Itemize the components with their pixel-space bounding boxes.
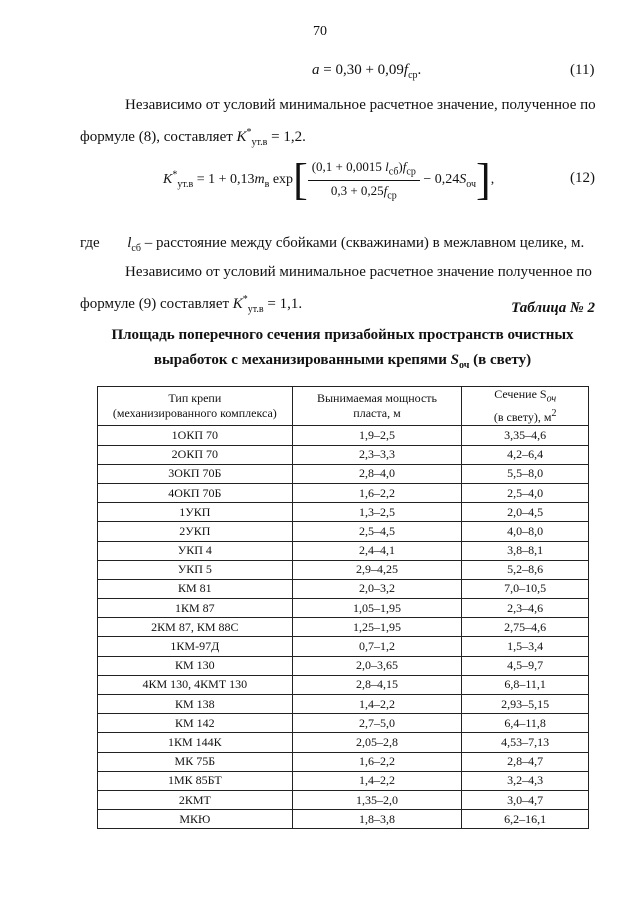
cell-support-type: 1КМ-97Д <box>98 637 293 656</box>
cell-seam-thickness: 1,8–3,8 <box>292 810 462 829</box>
cell-section: 6,8–11,1 <box>462 675 589 694</box>
table-header-row <box>98 387 589 426</box>
data-table <box>97 386 589 829</box>
table-row <box>98 522 589 541</box>
table-row <box>98 426 589 445</box>
formula-12-exp: exp <box>272 172 294 188</box>
where-definition <box>80 230 605 262</box>
formula-12-s: S <box>459 172 467 188</box>
cell-seam-thickness: 2,0–3,2 <box>292 579 462 598</box>
cell-support-type: 1КМ 87 <box>98 599 293 618</box>
k-sub: ут.в <box>251 137 268 148</box>
formula-12-k-sup: * <box>172 169 178 181</box>
paragraph-1-line-1: Независимо от условий минимальное расчетное значение, полученное по <box>125 97 596 113</box>
cell-support-type: 2УКП <box>98 522 293 541</box>
cell-section: 3,2–4,3 <box>462 771 589 790</box>
left-bracket: [ <box>293 155 308 204</box>
fraction-numerator: (0,1 + 0,0015 $l_{сб})f_{ср}$ <box>308 159 420 181</box>
table-row <box>98 483 589 502</box>
formula-12-tail: − 0,24 <box>419 172 460 188</box>
cell-section: 2,8–4,7 <box>462 752 589 771</box>
table-row <box>98 695 589 714</box>
k-sup-2: * <box>242 294 248 305</box>
fraction-denominator: $0,3 + 0,25f_{ср}$ <box>330 182 397 202</box>
cell-support-type: 1УКП <box>98 503 293 522</box>
cell-support-type: 2КМ 87, КМ 88С <box>98 618 293 637</box>
cell-section: 3,35–4,6 <box>462 426 589 445</box>
formula-11-end: . <box>417 62 422 78</box>
cell-seam-thickness: 2,05–2,8 <box>292 733 462 752</box>
cell-support-type: 1КМ 144К <box>98 733 293 752</box>
page-number: 70 <box>313 24 327 39</box>
cell-section: 2,3–4,6 <box>462 599 589 618</box>
cell-seam-thickness: 1,25–1,95 <box>292 618 462 637</box>
table-row <box>98 637 589 656</box>
cell-section: 5,5–8,0 <box>462 464 589 483</box>
table-body <box>98 426 589 829</box>
paragraph-2-prefix: формуле (9) составляет <box>80 296 233 312</box>
formula-12-m-sub: в <box>264 179 270 191</box>
cell-support-type: 1ОКП 70 <box>98 426 293 445</box>
cell-seam-thickness: 1,4–2,2 <box>292 771 462 790</box>
where-l-sub: сб <box>131 243 142 254</box>
table-row <box>98 790 589 809</box>
where-word: где <box>80 235 100 251</box>
cell-seam-thickness: 2,4–4,1 <box>292 541 462 560</box>
cell-support-type: 2КМТ <box>98 790 293 809</box>
formula-11-f-sub: ср <box>408 70 418 81</box>
cell-section: 2,75–4,6 <box>462 618 589 637</box>
cell-section: 2,0–4,5 <box>462 503 589 522</box>
cell-seam-thickness: 0,7–1,2 <box>292 637 462 656</box>
header-support-type: Тип крепи (механизированного комплекса) <box>98 387 293 426</box>
cell-seam-thickness: 1,9–2,5 <box>292 426 462 445</box>
cell-support-type: 1МК 85БТ <box>98 771 293 790</box>
cell-section: 7,0–10,5 <box>462 579 589 598</box>
equation-number-12: (12) <box>570 170 595 186</box>
cell-seam-thickness: 1,35–2,0 <box>292 790 462 809</box>
paragraph-1-value: = 1,2. <box>267 129 306 145</box>
cell-section: 4,0–8,0 <box>462 522 589 541</box>
cell-support-type: МК 75Б <box>98 752 293 771</box>
table-row <box>98 599 589 618</box>
cell-seam-thickness: 1,05–1,95 <box>292 599 462 618</box>
cell-section: 6,2–16,1 <box>462 810 589 829</box>
cell-seam-thickness: 2,5–4,5 <box>292 522 462 541</box>
cell-support-type: КМ 142 <box>98 714 293 733</box>
table-row <box>98 810 589 829</box>
caption-line-2: выработок с механизированными крепями $S_{оч}$ (в свету) <box>153 352 532 371</box>
table-row <box>98 752 589 771</box>
caption-line-1: Площадь поперечного сечения призабойных пространств очистных <box>111 327 574 343</box>
cell-support-type: 4ОКП 70Б <box>98 483 293 502</box>
cell-section: 2,93–5,15 <box>462 695 589 714</box>
formula-12 <box>0 155 640 204</box>
cell-seam-thickness: 1,3–2,5 <box>292 503 462 522</box>
header-section: Сечение $S_{оч}$ (в свету), $м^2$ <box>462 387 589 426</box>
paragraph-2-value: = 1,1. <box>263 296 303 312</box>
cell-section: 4,53–7,13 <box>462 733 589 752</box>
cell-support-type: 2ОКП 70 <box>98 445 293 464</box>
cell-support-type: 3ОКП 70Б <box>98 464 293 483</box>
where-l-symbol: l <box>127 235 132 251</box>
k-sub-2: ут.в <box>247 304 264 315</box>
cell-support-type: КМ 81 <box>98 579 293 598</box>
cell-support-type: 4КМ 130, 4КМТ 130 <box>98 675 293 694</box>
table-row <box>98 503 589 522</box>
right-bracket: ] <box>476 155 491 204</box>
cell-support-type: КМ 130 <box>98 656 293 675</box>
formula-12-fraction <box>308 159 420 201</box>
cell-seam-thickness: 2,9–4,25 <box>292 560 462 579</box>
formula-12-k-sub: ут.в <box>177 179 194 191</box>
paragraph-1-line-2 <box>80 119 605 156</box>
formula-12-m: m <box>254 172 265 188</box>
formula-12-k: K <box>163 172 173 188</box>
paragraph-1-prefix: формуле (8), составляет <box>80 129 237 145</box>
cell-section: 3,0–4,7 <box>462 790 589 809</box>
table-row <box>98 579 589 598</box>
table-row <box>98 675 589 694</box>
k-symbol-2: K <box>232 296 243 312</box>
equation-number-11: (11) <box>570 62 595 78</box>
cell-section: 6,4–11,8 <box>462 714 589 733</box>
formula-11-const: = 0,30 + 0,09 <box>323 62 404 78</box>
cell-seam-thickness: 2,0–3,65 <box>292 656 462 675</box>
cell-support-type: КМ 138 <box>98 695 293 714</box>
formula-12-end: , <box>490 172 495 188</box>
table-row <box>98 733 589 752</box>
cell-support-type: МКЮ <box>98 810 293 829</box>
formula-11-f: f <box>403 62 409 78</box>
cell-support-type: УКП 5 <box>98 560 293 579</box>
cell-support-type: УКП 4 <box>98 541 293 560</box>
cell-seam-thickness: 2,8–4,0 <box>292 464 462 483</box>
table-row <box>98 771 589 790</box>
cell-seam-thickness: 1,4–2,2 <box>292 695 462 714</box>
cell-section: 5,2–8,6 <box>462 560 589 579</box>
table-row <box>98 656 589 675</box>
formula-12-eq: = 1 + 0,13 <box>193 172 255 188</box>
cell-section: 2,5–4,0 <box>462 483 589 502</box>
paragraph-2-line-1: Независимо от условий минимальное расчетное значение полученное по <box>125 264 592 280</box>
header-seam-thickness: Вынимаемая мощность пласта, м <box>292 387 462 426</box>
formula-11-lhs: a <box>312 62 320 78</box>
cell-seam-thickness: 1,6–2,2 <box>292 752 462 771</box>
cell-seam-thickness: 2,7–5,0 <box>292 714 462 733</box>
table-caption <box>80 323 605 378</box>
cell-section: 3,8–8,1 <box>462 541 589 560</box>
table-row <box>98 714 589 733</box>
k-symbol: K <box>236 129 247 145</box>
cell-section: 4,2–6,4 <box>462 445 589 464</box>
paragraph-1 <box>80 92 605 156</box>
table-label: Таблица № 2 <box>511 300 595 316</box>
cell-seam-thickness: 2,3–3,3 <box>292 445 462 464</box>
cell-seam-thickness: 2,8–4,15 <box>292 675 462 694</box>
cell-section: 4,5–9,7 <box>462 656 589 675</box>
table-row <box>98 618 589 637</box>
table-row <box>98 560 589 579</box>
k-sup: * <box>246 127 252 138</box>
table-row <box>98 445 589 464</box>
table-row <box>98 464 589 483</box>
where-text: – расстояние между сбойками (скважинами) в межлавном целике, м. <box>144 235 585 251</box>
formula-12-s-sub: оч <box>466 179 477 191</box>
table-row <box>98 541 589 560</box>
cell-section: 1,5–3,4 <box>462 637 589 656</box>
cell-seam-thickness: 1,6–2,2 <box>292 483 462 502</box>
